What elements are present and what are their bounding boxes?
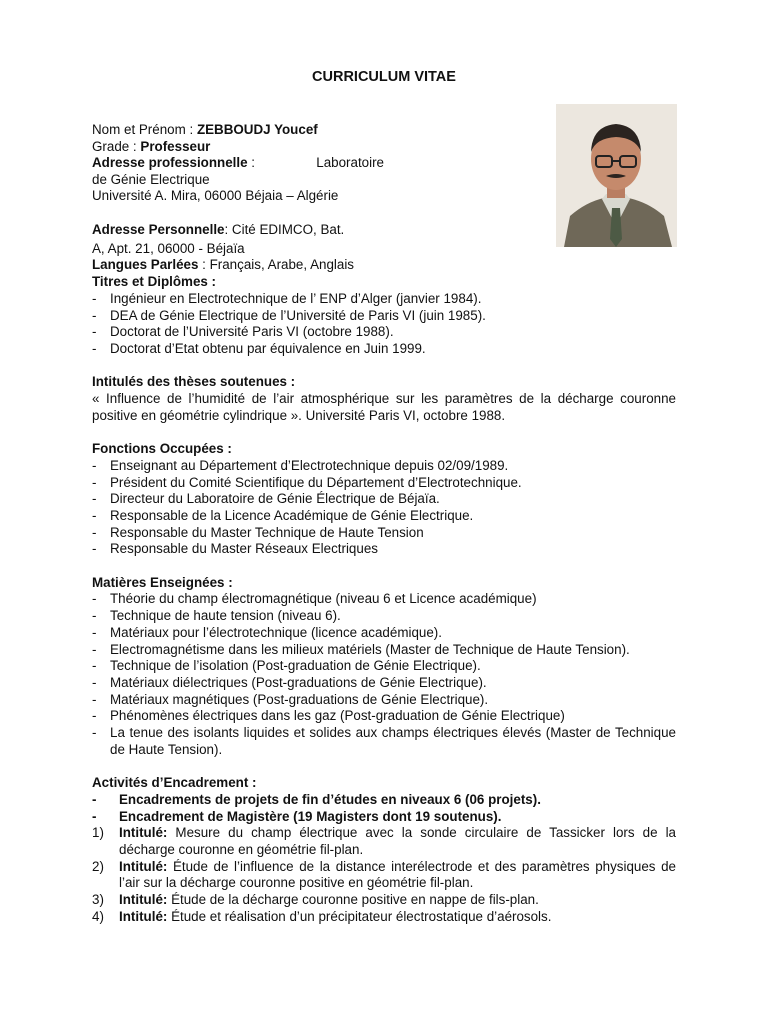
personal-address-value: : Cité EDIMCO, Bat. bbox=[224, 222, 345, 237]
list-item: - Responsable du Master Réseaux Electriques bbox=[92, 541, 378, 557]
cv-body bbox=[92, 222, 676, 925]
list-item: - Encadrement de Magistère (19 Magisters dont 19 soutenus). bbox=[92, 808, 502, 824]
subjects-list bbox=[92, 591, 676, 758]
list-item: - Doctorat d’Etat obtenu par équivalence en Juin 1999. bbox=[92, 340, 426, 356]
list-item: - Responsable de la Licence Académique de Génie Electrique. bbox=[92, 507, 474, 523]
identity-block bbox=[92, 122, 392, 205]
positions-title: Fonctions Occupées : bbox=[92, 441, 232, 457]
supervision-title: Activités d’Encadrement : bbox=[92, 775, 257, 791]
list-item: - Ingénieur en Electrotechnique de l’ ENP d’Alger (janvier 1984). bbox=[92, 290, 482, 306]
languages-label: Langues Parlées bbox=[92, 257, 199, 273]
list-item: - Matériaux magnétiques (Post-graduations de Génie Electrique). bbox=[92, 691, 489, 707]
list-item: - Matériaux pour l’électrotechnique (licence académique). bbox=[92, 624, 442, 640]
list-item: - Technique de haute tension (niveau 6). bbox=[92, 608, 341, 624]
pro-address-label: Adresse professionnelle bbox=[92, 155, 248, 171]
name-label: Nom et Prénom : bbox=[92, 122, 197, 137]
theses-title: Intitulés des thèses soutenues : bbox=[92, 374, 296, 390]
list-item: 1) Intitulé: Mesure du champ électrique avec la sonde circulaire de Tassicker lors de la décharge couronne en géométrie fil-plan. bbox=[92, 825, 676, 857]
personal-address-line2: A, Apt. 21, 06000 - Béjaïa bbox=[92, 240, 245, 256]
grade-line bbox=[92, 139, 392, 156]
diplomas-title: Titres et Diplômes : bbox=[92, 274, 217, 290]
theses-text: « Influence de l’humidité de l’air atmosphérique sur les paramètres de la décharge couronne positive en géométrie cylindrique ». Université Paris VI, octobre 1988. bbox=[92, 391, 676, 423]
list-item: - Président du Comité Scientifique du Département d’Electrotechnique. bbox=[92, 474, 522, 490]
diplomas-list bbox=[92, 291, 676, 358]
list-item: - Doctorat de l’Université Paris VI (octobre 1988). bbox=[92, 324, 394, 340]
positions-list bbox=[92, 458, 676, 558]
pro-address-line bbox=[92, 155, 384, 172]
list-item: - Matériaux diélectriques (Post-graduations de Génie Electrique). bbox=[92, 674, 487, 690]
list-item: - Phénomènes électriques dans les gaz (Post-graduation de Génie Electrique) bbox=[92, 708, 565, 724]
list-item: 3) Intitulé: Étude de la décharge couronne positive en nappe de fils-plan. bbox=[92, 892, 539, 908]
pro-address-line2: de Génie Electrique bbox=[92, 171, 210, 187]
personal-address-line1 bbox=[92, 222, 676, 239]
list-item: - Théorie du champ électromagnétique (niveau 6 et Licence académique) bbox=[92, 591, 537, 607]
pro-address-sep: : bbox=[247, 155, 255, 171]
list-item: - Electromagnétisme dans les milieux matériels (Master de Technique de Haute Tension). bbox=[92, 641, 630, 657]
list-item: - Technique de l’isolation (Post-graduation de Génie Electrique). bbox=[92, 658, 481, 674]
page-title: CURRICULUM VITAE bbox=[312, 69, 456, 85]
list-item: - Responsable du Master Technique de Haute Tension bbox=[92, 524, 424, 540]
pro-address-line3: Université A. Mira, 06000 Béjaia – Algérie bbox=[92, 188, 339, 204]
list-item: - DEA de Génie Electrique de l’Université de Paris VI (juin 1985). bbox=[92, 307, 486, 323]
grade-value: Professeur bbox=[140, 138, 211, 154]
list-item: - La tenue des isolants liquides et solides aux champs électriques élevés (Master de Technique de Haute Tension). bbox=[92, 725, 676, 757]
list-item: - Directeur du Laboratoire de Génie Électrique de Béjaïa. bbox=[92, 491, 440, 507]
supervision-projects-list bbox=[92, 825, 676, 925]
languages-line bbox=[92, 257, 676, 274]
pro-address-line1: Laboratoire bbox=[316, 155, 384, 171]
list-item: - Encadrements de projets de fin d’études en niveaux 6 (06 projets). bbox=[92, 791, 541, 807]
name-value: ZEBBOUDJ Youcef bbox=[196, 122, 318, 137]
supervision-summary-list bbox=[92, 792, 676, 825]
list-item: - Enseignant au Département d’Electrotechnique depuis 02/09/1989. bbox=[92, 457, 509, 473]
name-line bbox=[92, 122, 392, 139]
list-item: 4) Intitulé: Étude et réalisation d’un précipitateur électrostatique d’aérosols. bbox=[92, 908, 552, 924]
personal-address-label: Adresse Personnelle bbox=[92, 222, 225, 237]
languages-value: : Français, Arabe, Anglais bbox=[198, 257, 354, 273]
subjects-title: Matières Enseignées : bbox=[92, 574, 233, 590]
grade-label: Grade : bbox=[92, 138, 141, 154]
list-item: 2) Intitulé: Étude de l’influence de la distance interélectrode et des paramètres physiques de l’air sur la décharge couronne positive en géométrie fil-plan. bbox=[92, 858, 676, 891]
